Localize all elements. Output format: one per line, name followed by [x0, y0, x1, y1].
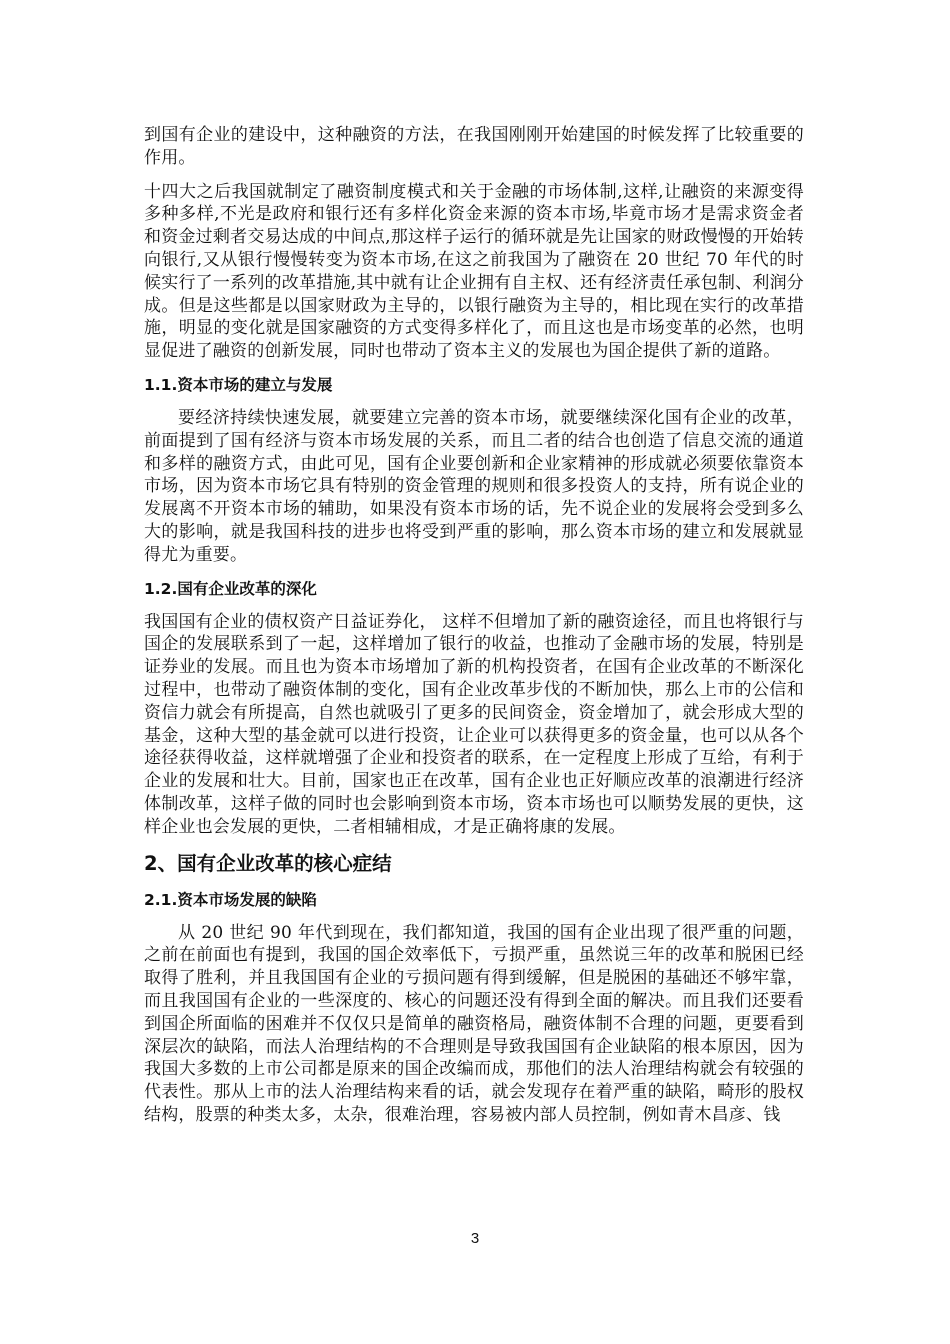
- paragraph-gap: [144, 911, 804, 922]
- section-heading-1-2: 1.2.国有企业改革的深化: [144, 579, 317, 598]
- paragraph-gap: [144, 839, 804, 850]
- section-heading-2-1: 2.1.资本市场发展的缺陷: [144, 890, 317, 909]
- paragraph-gap: [144, 567, 804, 578]
- page-number: 3: [470, 1230, 480, 1247]
- paragraph-gap: [144, 170, 804, 181]
- paragraph-gap: [144, 878, 804, 889]
- chapter-heading-2: 2、国有企业改革的核心症结: [144, 851, 392, 875]
- section-heading-1-1: 1.1.资本市场的建立与发展: [144, 375, 333, 394]
- paragraph-gap: [144, 600, 804, 611]
- paragraph-gap: [144, 363, 804, 374]
- body-paragraph: 我国国有企业的债权资产日益证券化， 这样不但增加了新的融资途径，而且也将银行与国企的发展联系到了一起，这样增加了银行的收益，也推动了金融市场的发展，特别是证券业的发展。而且也为资本市场增加了新的机构投资者，在国有企业改革的不断深化过程中，也带动了融资体制的变化，国有企业改革步伐的不断加快，那么上市的公信和资信力就会有所提高，自然也就吸引了更多的民间资金，资金增加了，就会形成大型的基金，这种大型的基金就可以进行投资，让企业可以获得更多的资金量，也可以从各个途径获得收益，这样就增强了企业和投资者的联系，在一定程度上形成了互给，有利于企业的发展和壮大。目前，国家也正在改革，国有企业也正好顺应改革的浪潮进行经济体制改革，这样子做的同时也会影响到资本市场，资本市场也可以顺势发展的更快，这样企业也会发展的更快，二者相辅相成，才是正确将康的发展。: [144, 611, 804, 837]
- document-body: [144, 124, 804, 1127]
- body-paragraph: 十四大之后我国就制定了融资制度模式和关于金融的市场体制,这样,让融资的来源变得多种多样,不光是政府和银行还有多样化资金来源的资本市场,毕竟市场才是需求资金者和资金过剩者交易达成的中间点,那这样子运行的循环就是先让国家的财政慢慢的开始转向银行,又从银行慢慢转变为资本市场,在这之前我国为了融资在 20 世纪 70 年代的时候实行了一系列的改革措施,其中就有让企业拥有自主权、还有经济责任承包制、利润分成。但是这些都是以国家财政为主导的，以银行融资为主导的，相比现在实行的改革措施，明显的变化就是国家融资的方式变得多样化了，而且这也是市场变革的必然，也明显促进了融资的创新发展，同时也带动了资本主义的发展也为国企提供了新的道路。: [144, 181, 804, 362]
- body-paragraph: 从 20 世纪 90 年代到现在，我们都知道，我国的国有企业出现了很严重的问题，之前在前面也有提到，我国的国企效率低下，亏损严重，虽然说三年的改革和脱困已经取得了胜利，并且我国国有企业的亏损问题有得到缓解，但是脱困的基础还不够牢靠，而且我国国有企业的一些深度的、核心的问题还没有得到全面的解决。而且我们还要看到国企所面临的困难并不仅仅只是简单的融资格局，融资体制不合理的问题，更要看到深层次的缺陷，而法人治理结构的不合理则是导致我国国有企业缺陷的根本原因，因为我国大多数的上市公司都是原来的国企改编而成，那他们的法人治理结构就会有较强的代表性。那从上市的法人治理结构来看的话，就会发现存在着严重的缺陷，畸形的股权结构，股票的种类太多，太杂，很难治理，容易被内部人员控制，例如青木昌彦、钱: [144, 922, 804, 1125]
- body-paragraph: 要经济持续快速发展，就要建立完善的资本市场，就要继续深化国有企业的改革，前面提到了国有经济与资本市场发展的关系，而且二者的结合也创造了信息交流的通道和多样的融资方式，由此可见，国有企业要创新和企业家精神的形成就必须要依靠资本市场，因为资本市场它具有特别的资金管理的规则和很多投资人的支持，所有说企业的发展离不开资本市场的辅助，如果没有资本市场的话，先不说企业的发展将会受到多么大的影响，就是我国科技的进步也将受到严重的影响，那么资本市场的建立和发展就显得尤为重要。: [144, 407, 804, 565]
- paragraph-gap: [144, 396, 804, 407]
- body-paragraph: 到国有企业的建设中，这种融资的方法，在我国刚刚开始建国的时候发挥了比较重要的作用。: [144, 125, 804, 168]
